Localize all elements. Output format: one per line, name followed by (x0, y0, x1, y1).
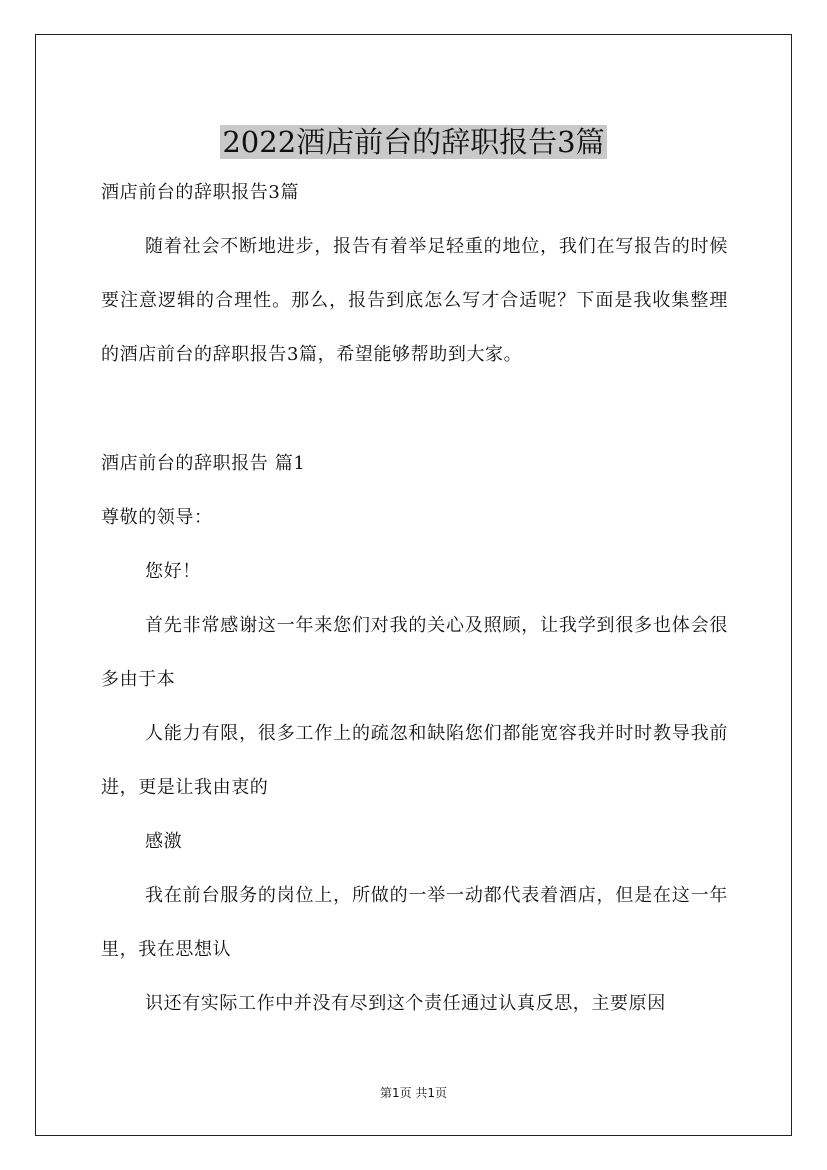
body-paragraph: 感激 (145, 831, 183, 852)
body-paragraph: 识还有实际工作中并没有尽到这个责任通过认真反思，主要原因 (145, 993, 666, 1014)
greeting: 您好！ (145, 561, 201, 582)
intro-paragraph: 随着社会不断地进步，报告有着举足轻重的地位，我们在写报告的时候要注意逻辑的合理性。那么，报告到底怎么写才合适呢？下面是我收集整理的酒店前台的辞职报告3篇，希望能够帮助到大家。 (101, 236, 728, 365)
salutation: 尊敬的领导： (101, 507, 213, 528)
section-heading: 酒店前台的辞职报告 篇1 (101, 453, 306, 474)
page-number-footer: 第1页 共1页 (379, 1086, 448, 1100)
body-paragraph: 我在前台服务的岗位上，所做的一举一动都代表着酒店，但是在这一年里，我在思想认 (101, 885, 728, 960)
document-title: 2022酒店前台的辞职报告3篇 (222, 125, 605, 160)
document-subtitle: 酒店前台的辞职报告3篇 (101, 182, 300, 203)
body-paragraph: 首先非常感谢这一年来您们对我的关心及照顾，让我学到很多也体会很多由于本 (101, 615, 728, 690)
body-paragraph: 人能力有限，很多工作上的疏忽和缺陷您们都能宽容我并时时教导我前进，更是让我由衷的 (101, 723, 728, 798)
